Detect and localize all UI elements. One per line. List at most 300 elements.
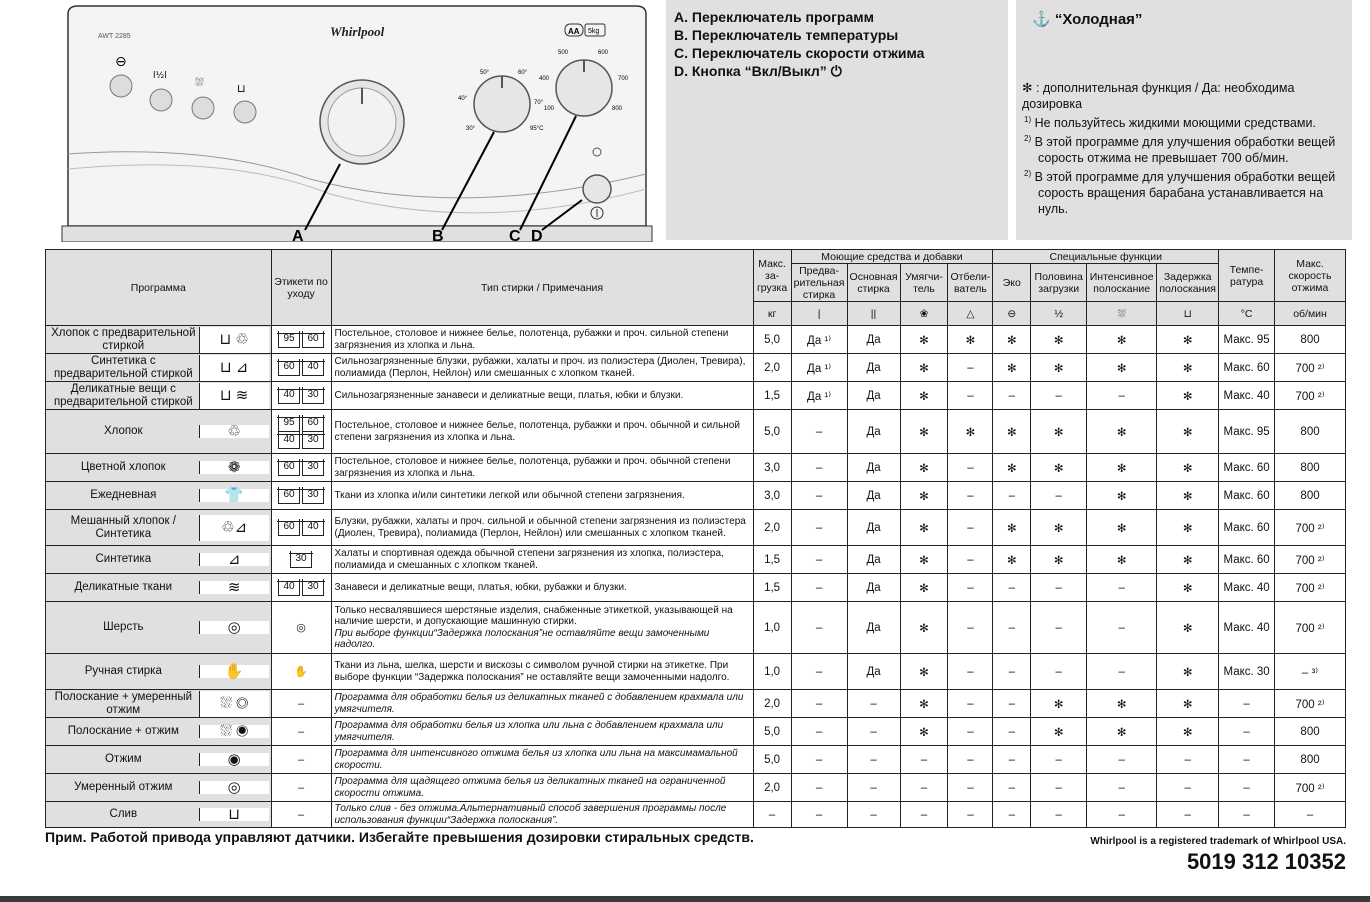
cell-soft: ✻	[900, 718, 948, 746]
program-name-text: Хлопок	[104, 425, 143, 437]
table-row	[46, 382, 1346, 410]
cell-main: Да	[847, 546, 900, 574]
pointer-d: D	[531, 228, 543, 242]
program-description	[331, 354, 753, 382]
cell-bleach: –	[948, 382, 993, 410]
cell-pre: –	[791, 690, 847, 718]
cell-main: Да	[847, 654, 900, 690]
cell-soft: ✻	[900, 354, 948, 382]
program-name-text: Шерсть	[103, 621, 144, 633]
table-row	[46, 690, 1346, 718]
program-name-text: Полоскание + умеренный отжим	[54, 690, 193, 716]
cell-main: Да	[847, 382, 900, 410]
care-labels	[271, 802, 331, 828]
cell-half: –	[1031, 602, 1087, 654]
care-labels	[271, 718, 331, 746]
care-labels	[271, 654, 331, 690]
cell-main: –	[847, 690, 900, 718]
cell-main: –	[847, 718, 900, 746]
program-name	[46, 326, 272, 354]
program-description	[331, 510, 753, 546]
description-text: Только слив - без отжима.Альтернативный способ завершения программы после использования функции“Задержка полоскания”.	[334, 803, 727, 826]
care-label: ◎	[296, 622, 306, 634]
header-detergents: Моющие средства и добавки	[791, 250, 993, 264]
cell-half: ✻	[1031, 718, 1087, 746]
cell-hold: ✻	[1157, 654, 1219, 690]
footnote-2b-text: В этой программе для улучшения обработки вещей сорость вращения барабана устанавливается на нуль.	[1034, 170, 1336, 217]
cell-load: 1,5	[753, 382, 791, 410]
program-name-text: Ручная стирка	[84, 665, 162, 677]
cell-main: Да	[847, 510, 900, 546]
cell-spin: 800	[1275, 718, 1346, 746]
cell-hold: ✻	[1157, 454, 1219, 482]
cell-temp: Макс. 95	[1219, 410, 1275, 454]
care-labels	[271, 482, 331, 510]
description-text: Ткани из льна, шелка, шерсти и вискозы с символом ручной стирки на этикетке. При выборе функции “Задержка полоскания” не оставляйте вещи замоченными надолго.	[334, 660, 730, 683]
cell-spin: 800	[1275, 454, 1346, 482]
svg-text:60°: 60°	[518, 70, 528, 76]
cell-load: 5,0	[753, 718, 791, 746]
description-text: Программа для щадящего отжима белья из деликатных тканей на ограниченной скорости отжима.	[334, 776, 726, 799]
program-icon: ✋	[199, 665, 269, 678]
care-labels	[271, 746, 331, 774]
cell-hold: ✻	[1157, 482, 1219, 510]
cell-bleach: ✻	[948, 410, 993, 454]
program-name-text: Цветной хлопок	[80, 461, 166, 473]
cell-main: –	[847, 774, 900, 802]
program-name	[46, 746, 272, 774]
cell-eco: –	[993, 802, 1031, 828]
cell-spin: 700 ²⁾	[1275, 354, 1346, 382]
cell-temp: Макс. 95	[1219, 326, 1275, 354]
cell-hold: ✻	[1157, 690, 1219, 718]
description-text: Сильнозагрязненные блузки, рубажки, халаты и проч. из полиэстера (Диолен, Тревира), полиамида (Перлон, Нейлон) или смешанных с хлопком тканей.	[334, 356, 746, 379]
svg-text:l½l: l½l	[153, 71, 167, 81]
header-half: Половина загрузки	[1031, 264, 1087, 302]
program-name-text: Умеренный отжим	[74, 781, 173, 793]
header-program: Программа	[46, 250, 272, 326]
program-description	[331, 382, 753, 410]
cell-eco: –	[993, 746, 1031, 774]
cell-soft: ✻	[900, 602, 948, 654]
unit-rpm: об/мин	[1275, 302, 1346, 326]
cell-soft: ✻	[900, 482, 948, 510]
program-name	[46, 802, 272, 828]
program-name	[46, 454, 272, 482]
cell-bleach: –	[948, 802, 993, 828]
program-description	[331, 802, 753, 828]
header-special: Специальные функции	[993, 250, 1219, 264]
cell-hold: ✻	[1157, 382, 1219, 410]
program-icon: 👕	[199, 489, 269, 502]
program-description	[331, 690, 753, 718]
softener-icon: ❀	[900, 302, 948, 326]
table-row	[46, 718, 1346, 746]
header-temp: Темпе-ратура	[1219, 250, 1275, 302]
table-row	[46, 774, 1346, 802]
table-row	[46, 482, 1346, 510]
svg-text:50°: 50°	[480, 70, 490, 76]
svg-text:⊔: ⊔	[237, 82, 246, 95]
cell-bleach: ✻	[948, 326, 993, 354]
cell-temp: Макс. 60	[1219, 354, 1275, 382]
cell-temp: –	[1219, 774, 1275, 802]
care-labels	[271, 354, 331, 382]
program-icon: ◎	[199, 781, 269, 794]
cell-pre: –	[791, 546, 847, 574]
program-name	[46, 774, 272, 802]
care-labels	[271, 382, 331, 410]
table-row	[46, 510, 1346, 546]
cell-eco: –	[993, 482, 1031, 510]
cell-hold: ✻	[1157, 602, 1219, 654]
program-name	[46, 354, 272, 382]
mainwash-icon: ||	[847, 302, 900, 326]
pointer-c: C	[509, 228, 521, 242]
program-description	[331, 574, 753, 602]
program-description	[331, 654, 753, 690]
cell-temp: Макс. 60	[1219, 454, 1275, 482]
header-labels: Этикети по уходу	[271, 250, 331, 326]
cell-soft: ✻	[900, 510, 948, 546]
program-description	[331, 774, 753, 802]
cell-int: ✻	[1087, 410, 1157, 454]
cell-load: 5,0	[753, 410, 791, 454]
control-panel-illustration	[60, 4, 654, 242]
svg-text:600: 600	[598, 50, 609, 56]
program-description	[331, 718, 753, 746]
care-labels	[271, 510, 331, 546]
cell-spin: 700 ²⁾	[1275, 574, 1346, 602]
cell-int: ✻	[1087, 482, 1157, 510]
cell-spin: 700 ²⁾	[1275, 690, 1346, 718]
cell-hold: ✻	[1157, 410, 1219, 454]
cell-spin: 700 ²⁾	[1275, 546, 1346, 574]
care-label: 40	[302, 519, 324, 536]
cell-temp: –	[1219, 802, 1275, 828]
cell-pre: Да ¹⁾	[791, 326, 847, 354]
care-label: –	[297, 697, 305, 710]
cell-main: Да	[847, 354, 900, 382]
legend-a: A. Переключатель программ	[674, 9, 874, 25]
cell-bleach: –	[948, 602, 993, 654]
program-description	[331, 602, 753, 654]
description-text: Постельное, столовое и нижнее белье, полотенца, рубажки и проч. обычной степени загрязнения из хлопка и льна.	[334, 456, 731, 479]
cell-pre: –	[791, 802, 847, 828]
cell-spin: 700 ²⁾	[1275, 602, 1346, 654]
trademark: Whirlpool is a registered trademark of Whirlpool USA.	[1090, 836, 1346, 847]
cell-soft: –	[900, 774, 948, 802]
cell-temp: Макс. 40	[1219, 382, 1275, 410]
program-description	[331, 454, 753, 482]
cell-soft: ✻	[900, 326, 948, 354]
cell-load: 2,0	[753, 690, 791, 718]
cell-spin: 700 ²⁾	[1275, 382, 1346, 410]
svg-text:⛆: ⛆	[195, 76, 204, 89]
program-icon: ♲⊿	[199, 515, 269, 541]
cell-half: –	[1031, 574, 1087, 602]
cell-int: ✻	[1087, 718, 1157, 746]
program-name	[46, 718, 272, 746]
cell-pre: –	[791, 574, 847, 602]
header-prewash: Предва-рительная стирка	[791, 264, 847, 302]
svg-text:30°: 30°	[466, 126, 476, 132]
cell-load: 3,0	[753, 454, 791, 482]
program-name-text: Деликатные вещи с предварительной стиркой	[53, 382, 193, 408]
cell-hold: –	[1157, 774, 1219, 802]
cell-int: –	[1087, 746, 1157, 774]
cell-int: –	[1087, 654, 1157, 690]
cell-bleach: –	[948, 454, 993, 482]
legend-d-text: D. Кнопка “Вкл/Выкл”	[674, 63, 827, 79]
legend-c: C. Переключатель скорости отжима	[674, 45, 925, 61]
program-icon: ◉	[199, 753, 269, 766]
rinse-hold-icon: ⊔	[1157, 302, 1219, 326]
cell-spin: 800	[1275, 326, 1346, 354]
table-row	[46, 574, 1346, 602]
care-label: 95	[278, 331, 300, 348]
cell-pre: –	[791, 654, 847, 690]
care-labels	[271, 326, 331, 354]
cell-eco: ✻	[993, 354, 1031, 382]
care-labels	[271, 774, 331, 802]
cell-int: ✻	[1087, 354, 1157, 382]
cell-soft: –	[900, 802, 948, 828]
care-label: 60	[302, 415, 324, 432]
care-label: 60	[278, 459, 300, 476]
cell-spin: 800	[1275, 410, 1346, 454]
description-text: Блузки, рубажки, халаты и проч. сильной и обычной степени загрязнения из полиэстера (Диолен, Тревира), полиамида (Перлон, Нейлон) или смешанных с хлопком тканей.	[334, 516, 746, 539]
care-label: 95	[278, 415, 300, 432]
description-text: Программа для обработки белья из хлопка или льна с добавлением крахмала или умягчителя.	[334, 720, 724, 743]
cell-soft: ✻	[900, 690, 948, 718]
program-icon: ⊔ ≋	[199, 383, 269, 409]
cell-eco: –	[993, 690, 1031, 718]
program-name	[46, 382, 272, 410]
svg-text:40°: 40°	[458, 96, 468, 102]
program-table	[45, 249, 1346, 828]
program-description	[331, 326, 753, 354]
cell-main: –	[847, 746, 900, 774]
svg-text:⊖: ⊖	[115, 54, 127, 70]
header-intensive: Интенсивное полоскание	[1087, 264, 1157, 302]
cell-int: ✻	[1087, 454, 1157, 482]
cell-temp: –	[1219, 690, 1275, 718]
cell-load: 1,0	[753, 602, 791, 654]
program-icon: ≋	[199, 581, 269, 594]
cell-pre: –	[791, 718, 847, 746]
care-labels	[271, 454, 331, 482]
care-label: 30	[302, 579, 324, 596]
cell-hold: ✻	[1157, 546, 1219, 574]
cell-main: Да	[847, 602, 900, 654]
svg-text:700: 700	[618, 76, 629, 82]
program-name-text: Синтетика с предварительной стиркой	[53, 354, 193, 380]
cell-load: 2,0	[753, 774, 791, 802]
cell-half: ✻	[1031, 410, 1087, 454]
description-text: Программа для интенсивного отжима белья из хлопка или льна на максимамальной скорости.	[334, 748, 738, 771]
cell-half: ✻	[1031, 354, 1087, 382]
cell-half: –	[1031, 382, 1087, 410]
cell-main: Да	[847, 482, 900, 510]
care-label: –	[297, 808, 305, 821]
program-name-text: Ежедневная	[90, 489, 157, 501]
cell-main: Да	[847, 574, 900, 602]
program-name	[46, 654, 272, 690]
table-row	[46, 354, 1346, 382]
description-text: Постельное, столовое и нижнее белье, полотенца, рубажки и проч. сильной степени загрязнения из хлопка и льна.	[334, 328, 729, 351]
cell-bleach: –	[948, 654, 993, 690]
cell-bleach: –	[948, 746, 993, 774]
cell-eco: –	[993, 602, 1031, 654]
header-mainwash: Основная стирка	[847, 264, 900, 302]
model-label: AWT 2285	[98, 33, 131, 40]
unit-c: °C	[1219, 302, 1275, 326]
cell-load: 2,0	[753, 354, 791, 382]
cell-eco: –	[993, 654, 1031, 690]
svg-text:100: 100	[544, 106, 555, 112]
program-name-text: Полоскание + отжим	[67, 725, 179, 737]
cell-eco: ✻	[993, 454, 1031, 482]
program-icon: ❁	[199, 461, 269, 474]
cell-half: –	[1031, 746, 1087, 774]
table-row	[46, 546, 1346, 574]
table-row	[46, 454, 1346, 482]
cell-bleach: –	[948, 546, 993, 574]
legend-d	[674, 62, 1000, 80]
cell-soft: ✻	[900, 574, 948, 602]
care-label: –	[297, 725, 305, 738]
prewash-icon: |	[791, 302, 847, 326]
cell-pre: Да ¹⁾	[791, 382, 847, 410]
footnote-2a-text: В этой программе для улучшения обработки вещей сорость отжима не превышает 700 об/мин.	[1034, 135, 1336, 166]
svg-text:70°: 70°	[534, 100, 544, 106]
cell-spin: 800	[1275, 482, 1346, 510]
care-label: –	[297, 753, 305, 766]
cell-int: ✻	[1087, 546, 1157, 574]
capacity-badge: 5kg	[588, 28, 600, 35]
cell-load: 3,0	[753, 482, 791, 510]
cell-int: ✻	[1087, 326, 1157, 354]
cell-pre: –	[791, 774, 847, 802]
program-description	[331, 482, 753, 510]
care-label: 60	[302, 331, 324, 348]
cell-temp: Макс. 40	[1219, 602, 1275, 654]
bottom-bar	[0, 896, 1370, 902]
svg-text:500: 500	[558, 50, 569, 56]
program-dial[interactable]	[320, 80, 404, 164]
cell-int: –	[1087, 574, 1157, 602]
care-labels	[271, 602, 331, 654]
table-row	[46, 602, 1346, 654]
cell-int: ✻	[1087, 510, 1157, 546]
cell-load: 1,0	[753, 654, 791, 690]
svg-text:400: 400	[539, 76, 550, 82]
program-icon: ⊿	[199, 553, 269, 566]
cell-eco: ✻	[993, 510, 1031, 546]
program-name-text: Деликатные ткани	[74, 581, 173, 593]
pointer-b: B	[432, 228, 444, 242]
description-note: При выборе функции“Задержка полоскания”не оставляйте вещи замоченными надолго.	[334, 627, 710, 650]
cell-pre: –	[791, 454, 847, 482]
cell-soft: ✻	[900, 654, 948, 690]
bleach-icon: △	[948, 302, 993, 326]
program-name	[46, 546, 272, 574]
header-eco: Эко	[993, 264, 1031, 302]
program-name	[46, 690, 272, 718]
footnote-2b: $^{2)}$ В этой программе для улучшения обработки вещей сорость вращения барабана устанавливается на нуль.	[1024, 169, 1336, 217]
program-icon: ◎	[199, 621, 269, 634]
cell-eco: –	[993, 774, 1031, 802]
cell-hold: ✻	[1157, 354, 1219, 382]
cell-hold: ✻	[1157, 326, 1219, 354]
cell-bleach: –	[948, 510, 993, 546]
energy-badge: AA	[568, 27, 580, 36]
care-labels	[271, 546, 331, 574]
pointer-a: A	[292, 228, 304, 242]
faucet-icon: ⚓	[1032, 11, 1051, 28]
cell-half: –	[1031, 774, 1087, 802]
cell-half: ✻	[1031, 546, 1087, 574]
header-softener: Умягчи-тель	[900, 264, 948, 302]
cell-load: 5,0	[753, 746, 791, 774]
cell-main: –	[847, 802, 900, 828]
cell-hold: –	[1157, 802, 1219, 828]
power-icon: ⏻	[830, 63, 842, 79]
description-text: Халаты и спортивная одежда обычной степени загрязнения из хлопка, полиэстера, полиамида и смешанных с хлопком тканей.	[334, 548, 724, 571]
cell-bleach: –	[948, 574, 993, 602]
header-load: Макс. за-грузка	[753, 250, 791, 302]
cell-temp: Макс. 40	[1219, 574, 1275, 602]
program-name-text: Слив	[109, 808, 138, 820]
program-name-text: Хлопок с предварительной стиркой	[51, 326, 196, 352]
program-name-text: Отжим	[104, 753, 142, 765]
svg-text:800: 800	[612, 106, 623, 112]
program-description	[331, 546, 753, 574]
care-label: –	[297, 781, 305, 794]
table-row	[46, 802, 1346, 828]
cell-hold: –	[1157, 746, 1219, 774]
cell-hold: ✻	[1157, 510, 1219, 546]
cell-spin: – ³⁾	[1275, 654, 1346, 690]
program-icon: ⛆ ◎	[199, 691, 269, 717]
care-labels	[271, 410, 331, 454]
header-bleach: Отбели-ватель	[948, 264, 993, 302]
cell-temp: –	[1219, 746, 1275, 774]
cold-text: “Холодная”	[1054, 11, 1143, 28]
description-text: Ткани из хлопка и/или синтетики легкой или обычной степени загрязнения.	[334, 489, 685, 501]
cell-half: ✻	[1031, 690, 1087, 718]
table-row	[46, 654, 1346, 690]
program-name	[46, 410, 272, 454]
cell-pre: –	[791, 410, 847, 454]
care-label: 40	[278, 432, 300, 449]
cell-load: 1,5	[753, 546, 791, 574]
cell-soft: ✻	[900, 382, 948, 410]
care-labels	[271, 690, 331, 718]
unit-kg: кг	[753, 302, 791, 326]
table-row	[46, 410, 1346, 454]
cell-eco: –	[993, 718, 1031, 746]
program-icon: ⛆ ◉	[199, 725, 269, 738]
cell-spin: 800	[1275, 746, 1346, 774]
cell-int: –	[1087, 802, 1157, 828]
description-text: Программа для обработки белья из деликатных тканей с добавлением крахмала или умягчителя.	[334, 692, 744, 715]
cell-half: –	[1031, 802, 1087, 828]
program-icon: ⊔ ♲	[199, 327, 269, 353]
cell-load: 5,0	[753, 326, 791, 354]
care-label: 40	[302, 359, 324, 376]
